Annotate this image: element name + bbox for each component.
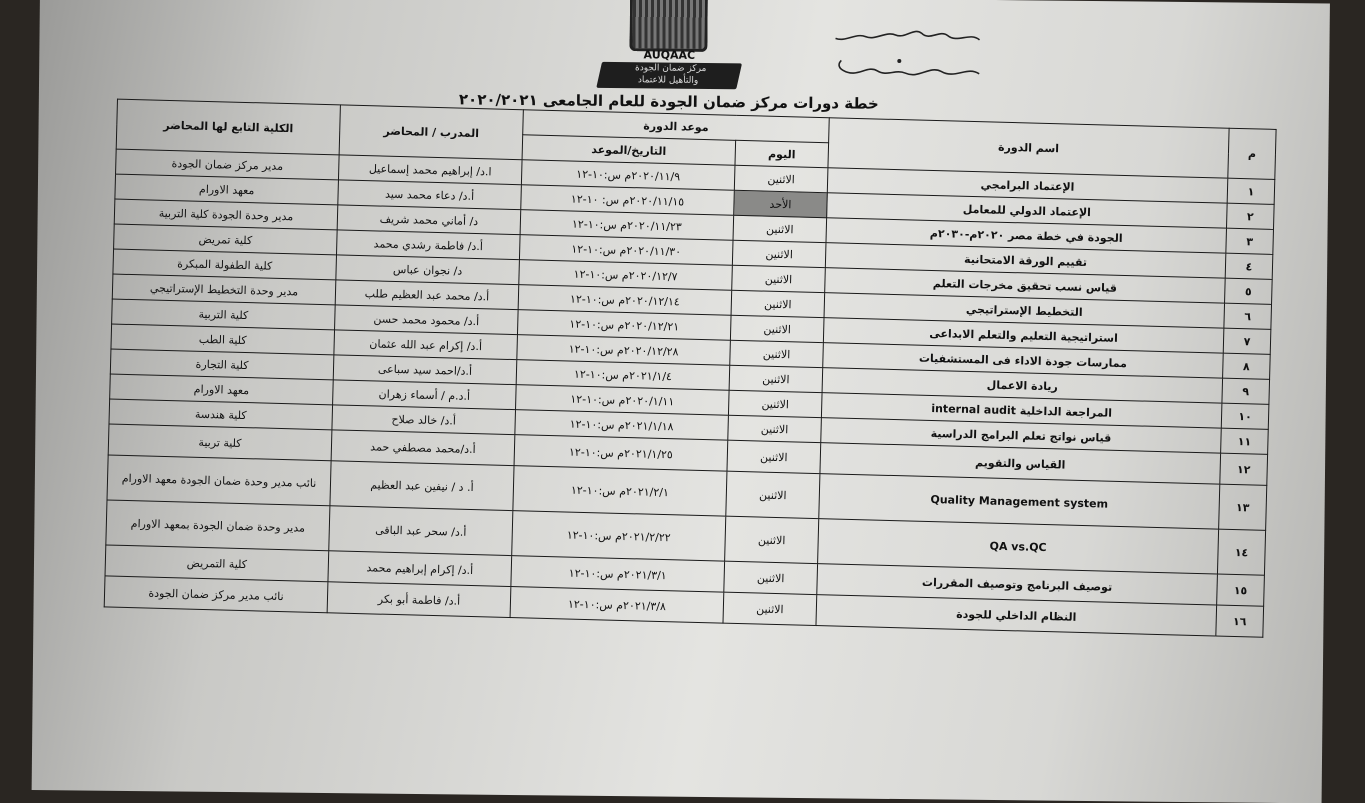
document-page xyxy=(32,0,1330,803)
trainer-college: معهد الاورام xyxy=(115,174,339,205)
row-num: ١٣ xyxy=(1219,484,1267,530)
course-day: الاثنين xyxy=(723,592,817,625)
course-trainer: د/ أماني محمد شريف xyxy=(337,205,521,235)
course-day: الاثنين xyxy=(734,165,828,192)
trainer-college: معهد الاورام xyxy=(110,374,334,405)
course-day: الاثنين xyxy=(728,415,822,442)
handwritten-signature xyxy=(829,20,990,92)
course-date: ٢٠٢٠/١٢/٢١م س:١٠-١٢ xyxy=(517,310,731,341)
course-date: ٢٠٢٠/١٢/١٤م س:١٠-١٢ xyxy=(518,285,732,316)
trainer-college: مدير وحدة الجودة كلية التربية xyxy=(114,199,338,230)
course-trainer: أ.د/ محمود محمد حسن xyxy=(335,305,519,335)
logo-text: AUQAAC xyxy=(643,48,696,62)
course-date: ٢٠٢٠/١١/٣٠م س:١٠-١٢ xyxy=(519,235,733,266)
course-day: الاثنين xyxy=(726,471,820,518)
row-num: ١ xyxy=(1227,178,1275,204)
course-day: الاثنين xyxy=(730,340,824,367)
header-date: التاريخ/الموعد xyxy=(522,135,736,166)
course-trainer: أ.د/ خالد صلاح xyxy=(332,405,516,435)
course-day: الاثنين xyxy=(725,516,819,563)
course-date: ٢٠٢٠/١/١١م س:١٠-١٢ xyxy=(516,385,730,416)
course-day: الأحد xyxy=(734,190,828,217)
course-day: الاثنين xyxy=(733,215,827,242)
row-num: ٩ xyxy=(1222,378,1270,404)
row-num: ١٠ xyxy=(1221,403,1269,429)
header-course: اسم الدورة xyxy=(828,118,1229,178)
course-trainer: أ.د/ محمد عبد العظيم طلب xyxy=(335,280,519,310)
course-day: الاثنين xyxy=(728,390,822,417)
course-trainer: أ. د / نيفين عبد العظيم xyxy=(330,461,514,511)
course-name: تقييم الورقة الامتحانية xyxy=(825,243,1226,278)
row-num: ٣ xyxy=(1226,228,1274,254)
course-trainer: د/ نجوان عباس xyxy=(336,255,520,285)
row-num: ٢ xyxy=(1226,203,1274,229)
course-trainer: أ.د/ دعاء محمد سيد xyxy=(338,180,522,210)
header-schedule: موعد الدورة xyxy=(523,110,830,143)
course-trainer: أ.د/ سحر عبد الباقى xyxy=(329,506,513,556)
course-name: استراتيجية التعليم والتعلم الابداعى xyxy=(823,318,1224,353)
course-name: الإعتماد الدولي للمعامل xyxy=(827,193,1228,228)
trainer-college: كلية تربية xyxy=(108,424,332,461)
course-trainer: ا.د/ إبراهيم محمد إسماعيل xyxy=(338,155,522,185)
header-num: م xyxy=(1228,128,1276,179)
header-college: الكلية التابع لها المحاضر xyxy=(116,99,340,155)
course-date: ٢٠٢١/١/١٨م س:١٠-١٢ xyxy=(515,410,729,441)
course-date: ٢٠٢١/١/٤م س:١٠-١٢ xyxy=(516,360,730,391)
header-day: اليوم xyxy=(735,140,829,167)
course-name: الجودة في خطة مصر ٢٠٢٠م-٢٠٣٠م xyxy=(826,218,1227,253)
course-date: ٢٠٢١/٢/١م س:١٠-١٢ xyxy=(513,466,727,517)
trainer-college: نائب مدير مركز ضمان الجودة xyxy=(104,576,328,613)
course-day: الاثنين xyxy=(729,365,823,392)
course-day: الاثنين xyxy=(727,440,821,473)
row-num: ١١ xyxy=(1221,428,1269,454)
course-day: الاثنين xyxy=(731,290,825,317)
row-num: ١٤ xyxy=(1217,529,1265,575)
trainer-college: نائب مدير وحدة ضمان الجودة معهد الاورام xyxy=(107,455,331,506)
course-name: الإعتماد البرامجي xyxy=(827,168,1228,203)
trainer-college: مدير وحدة ضمان الجودة بمعهد الاورام xyxy=(106,500,330,551)
course-trainer: أ.د/ إكرام عبد الله عثمان xyxy=(334,330,518,360)
course-name: ريادة الاعمال xyxy=(822,368,1223,403)
course-date: ٢٠٢١/١/٢٥م س:١٠-١٢ xyxy=(514,435,728,472)
trainer-college: مدير وحدة التخطيط الإستراتيجي xyxy=(112,274,336,305)
row-num: ٧ xyxy=(1223,328,1271,354)
course-name: قياس نواتج تعلم البرامج الدراسية xyxy=(821,418,1222,453)
course-trainer: أ.د/احمد سيد سباعى xyxy=(333,355,517,385)
row-num: ١٥ xyxy=(1217,574,1265,606)
courses-table xyxy=(104,99,1277,638)
course-day: الاثنين xyxy=(730,315,824,342)
course-day: الاثنين xyxy=(724,561,818,594)
trainer-college: كلية التجارة xyxy=(110,349,334,380)
course-name: ممارسات جودة الاداء فى المستشفيات xyxy=(823,343,1224,378)
trainer-college: كلية هندسة xyxy=(109,399,333,430)
row-num: ١٦ xyxy=(1216,605,1264,637)
row-num: ٤ xyxy=(1225,253,1273,279)
university-logo xyxy=(629,0,708,52)
course-day: الاثنين xyxy=(732,240,826,267)
course-date: ٢٠٢٠/١١/٩م س:١٠-١٢ xyxy=(521,160,735,191)
course-date: ٢٠٢٠/١١/١٥م س: ١٠-١٢ xyxy=(521,185,735,216)
logo-subtitle-1: مركز ضمان الجودة xyxy=(634,63,707,74)
header-trainer: المدرب / المحاضر xyxy=(339,105,523,160)
course-trainer: أ.د/محمد مصطفي حمد xyxy=(331,430,515,466)
row-num: ٥ xyxy=(1225,278,1273,304)
course-name: Quality Management system xyxy=(819,474,1220,529)
course-trainer: أ.د.م / أسماء زهران xyxy=(333,380,517,410)
course-date: ٢٠٢١/٣/١م س:١٠-١٢ xyxy=(511,556,725,593)
course-name: قياس نسب تحقيق مخرجات التعلم xyxy=(825,268,1226,303)
course-name: النظام الداخلي للجودة xyxy=(816,595,1217,636)
trainer-college: كلية التربية xyxy=(112,299,336,330)
row-num: ١٢ xyxy=(1220,453,1268,485)
row-num: ٨ xyxy=(1223,353,1271,379)
course-name: توصيف البرنامج وتوصيف المقررات xyxy=(817,564,1218,605)
course-name: المراجعة الداخلية internal audit xyxy=(821,393,1222,428)
course-trainer: أ.د/ إكرام إبراهيم محمد xyxy=(328,551,512,587)
course-trainer: أ.د/ فاطمة رشدي محمد xyxy=(336,230,520,260)
trainer-college: كلية الطفولة المبكرة xyxy=(113,249,337,280)
trainer-college: كلية تمريض xyxy=(114,224,338,255)
course-day: الاثنين xyxy=(732,265,826,292)
document-title: خطة دورات مركز ضمان الجودة للعام الجامعى ٢٠٢٠/٢٠٢١ xyxy=(458,90,879,113)
course-date: ٢٠٢١/٢/٢٢م س:١٠-١٢ xyxy=(512,511,726,562)
course-date: ٢٠٢١/٣/٨م س:١٠-١٢ xyxy=(510,587,724,624)
row-num: ٦ xyxy=(1224,303,1272,329)
course-name: QA vs.QC xyxy=(818,519,1219,574)
course-date: ٢٠٢٠/١٢/٧م س:١٠-١٢ xyxy=(519,260,733,291)
logo-subtitle-2: والتأهيل للاعتماد xyxy=(637,75,699,86)
course-trainer: أ.د/ فاطمة أبو بكر xyxy=(327,582,511,618)
course-name: القياس والتقويم xyxy=(820,443,1221,484)
logo-ribbon xyxy=(596,62,742,89)
trainer-college: كلية الطب xyxy=(111,324,335,355)
course-name: التخطيط الإستراتيجي xyxy=(824,293,1225,328)
course-date: ٢٠٢٠/١١/٢٣م س:١٠-١٢ xyxy=(520,210,734,241)
trainer-college: مدير مركز ضمان الجودة xyxy=(116,149,340,180)
trainer-college: كلية التمريض xyxy=(105,545,329,582)
course-date: ٢٠٢٠/١٢/٢٨م س:١٠-١٢ xyxy=(517,335,731,366)
